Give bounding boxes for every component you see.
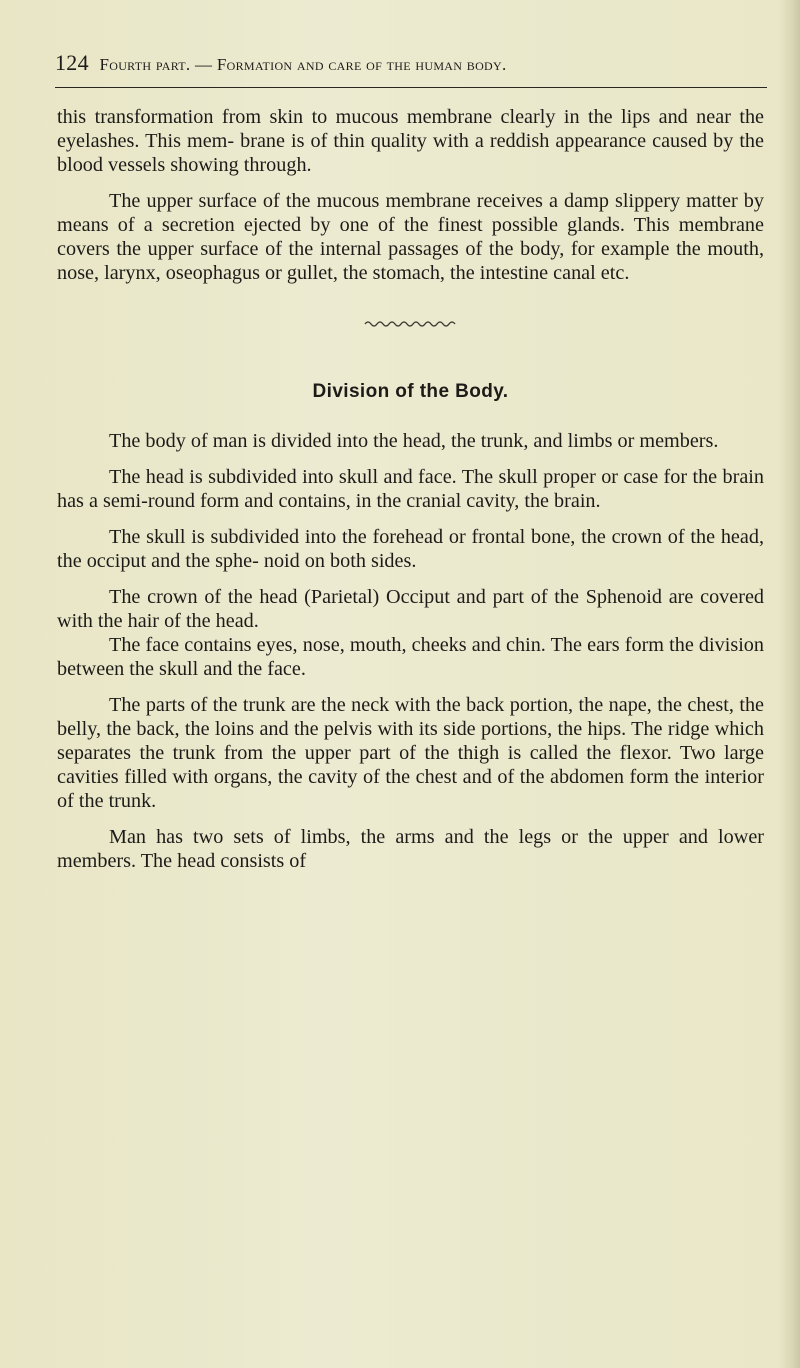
page-number: 124 xyxy=(55,50,89,75)
paragraph: The head is subdivided into skull and face. The skull proper or case for the brain has a semi-round form and contains, in the cranial cavity, the brain. xyxy=(57,466,764,512)
paragraph: The body of man is divided into the head, the trunk, and limbs or members. xyxy=(109,430,719,452)
paragraph: The skull is subdivided into the forehead or frontal bone, the crown of the head, the occiput and the sphe- noid on both sides. xyxy=(57,526,764,572)
running-header xyxy=(55,50,767,78)
page-edge-shadow xyxy=(778,0,800,1368)
paragraph-gap xyxy=(57,453,764,465)
ornament-spacer xyxy=(57,285,764,319)
paragraph: The crown of the head (Parietal) Occiput and part of the Sphenoid are covered with the hair of the head. xyxy=(57,586,764,632)
paragraph: The face contains eyes, nose, mouth, cheeks and chin. The ears form the division between the skull and the face. xyxy=(57,634,764,680)
paragraph: Man has two sets of limbs, the arms and the legs or the upper and lower members. The head consists of xyxy=(57,826,764,872)
paragraph-gap xyxy=(57,513,764,525)
paragraph: The parts of the trunk are the neck with the back portion, the nape, the chest, the belly, the back, the loins and the pelvis with its side portions, the hips. The ridge which separates the trunk from the upper part of the thigh is called the flexor. Two large cavities filled with organs, the cavity of the chest and of the abdomen form the interior of the trunk. xyxy=(57,694,764,812)
page-body xyxy=(57,105,764,873)
wavy-line-ornament-icon xyxy=(364,319,458,329)
paragraph-gap xyxy=(57,573,764,585)
header-rule xyxy=(55,87,767,88)
section-heading: Division of the Body. xyxy=(312,381,509,402)
paragraph: The upper surface of the mucous membrane receives a damp slippery matter by means of a secretion ejected by one of the finest possible glands. This membrane covers the upper surface of the internal passages of the body, for example the mouth, nose, larynx, oseophagus or gullet, the stomach, the intestine canal etc. xyxy=(57,190,764,284)
running-title: Fourth part. — Formation and care of the human body. xyxy=(99,55,507,74)
paragraph-gap xyxy=(57,813,764,825)
heading-gap xyxy=(57,403,764,429)
heading-spacer xyxy=(57,329,764,381)
paragraph-gap xyxy=(57,681,764,693)
paragraph: this transformation from skin to mucous membrane clearly in the lips and near the eyelashes. This mem- brane is of thin quality with a reddish appearance caused by the blood vessels showing through. xyxy=(57,106,764,176)
paragraph-gap xyxy=(57,177,764,189)
